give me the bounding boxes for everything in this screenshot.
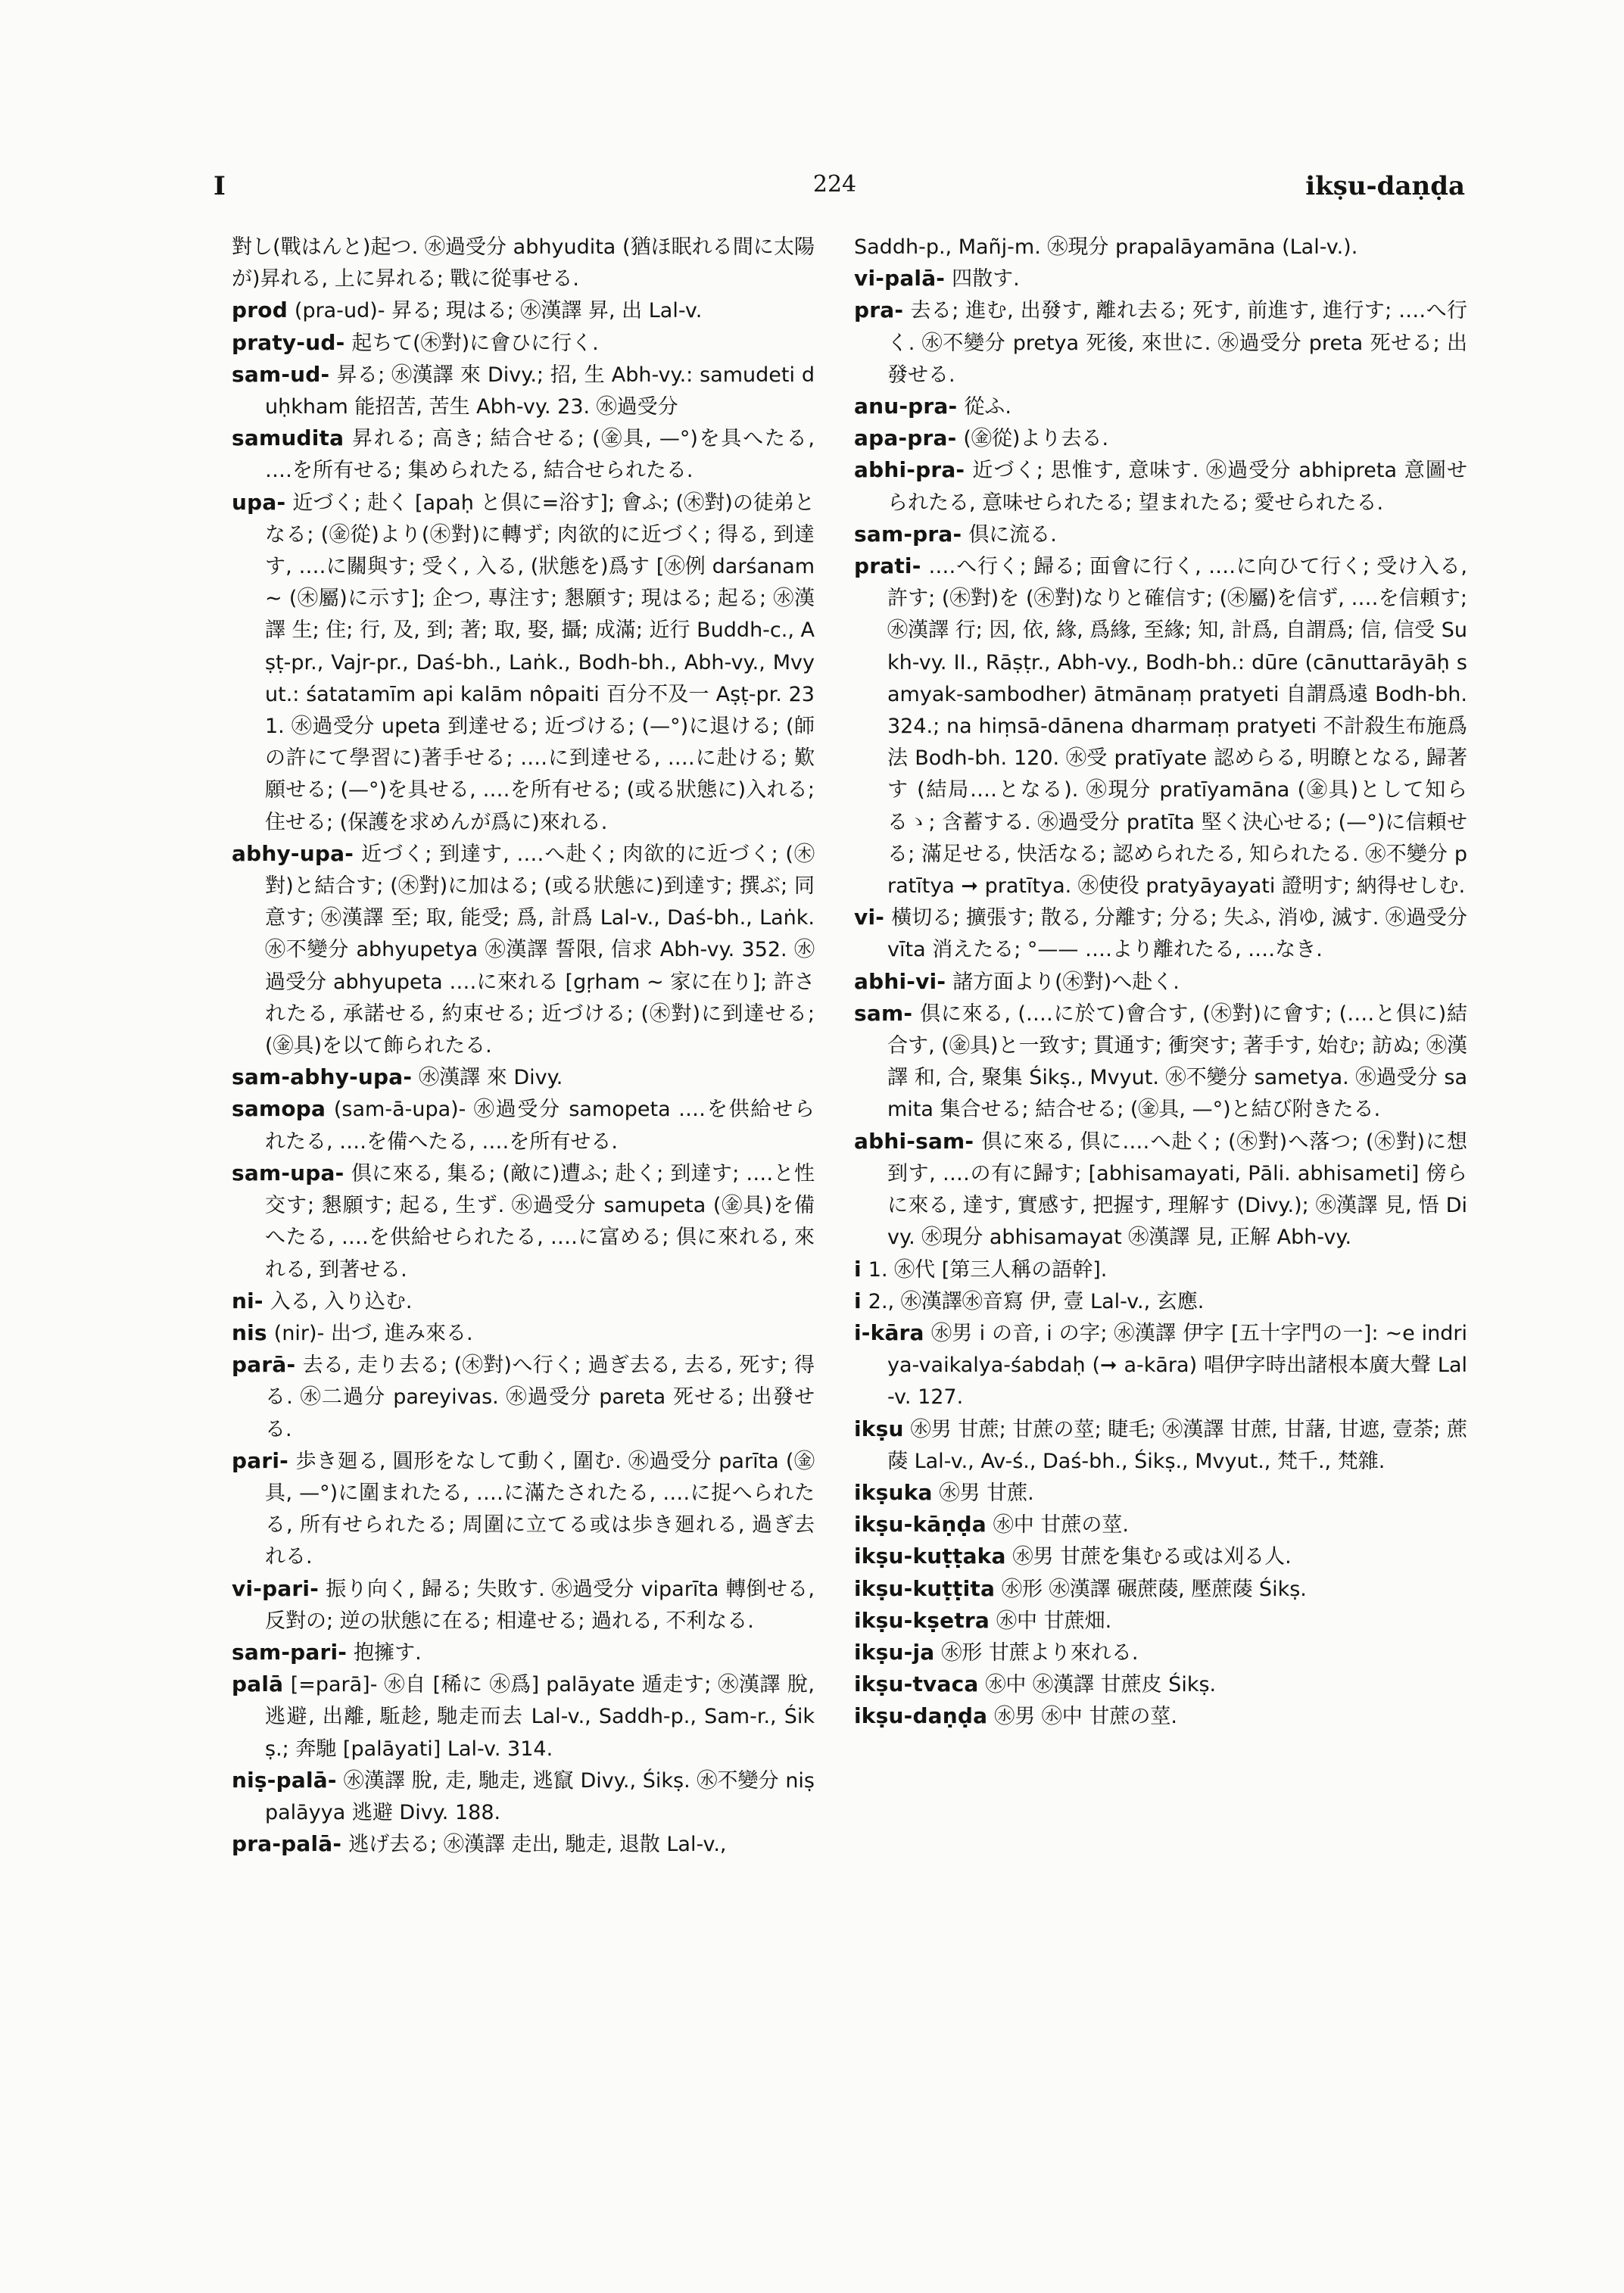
definition: 歩き廻る, 圓形をなして動く, 圍む. ㊌過受分 parīta (㊎具, —°)に圍まれたる, ‥‥に滿たされたる, ‥‥に捉へられたる, 所有せられたる; 周圍に立てる或は歩き廻れる, 過ぎ去れる.: [265, 1449, 815, 1569]
definition: 逃げ去る; ㊌漢譯 走出, 馳走, 退散 Lal-v.,: [348, 1833, 727, 1857]
definition: 近づく; 赴く [apaḥ と倶に=浴す]; 會ふ; (㊍對)の徒弟となる; (㊎從)より(㊍對)に轉ず; 肉欲的に近づく; 得る, 到達す, ‥‥に關與す; 受く, 入る, (狀態を)爲す [㊌例 darśanam ∼ (㊍屬)に示す]; 企つ, 專注す; 懇願す; 現はる; 起る; ㊌漢譯 生; 住; 行, 及, 到; 著; 取, 娶, 攝; 成滿; 近行 Buddh-c., Aṣṭ-pr., Vajr-pr., Daś-bh., Laṅk., Bodh-bh., Abh-vy., Mvyut.: śatatamīm api kalām nôpaiti 百分不及一 Aṣṭ-pr. 231. ㊌過受分 upeta 到達せる; 近づける; (—°)に退ける; (師の許にて學習に)著手せる; ‥‥に到達せる, ‥‥に赴ける; 歎願せる; (—°)を具せる, ‥‥を所有せる; (或る狀態に)入れる; 住せる; (保護を求めんが爲に)來れる.: [265, 491, 815, 834]
definition: (pra-ud)- 昇る; 現はる; ㊌漢譯 昇, 出 Lal-v.: [294, 299, 703, 323]
definition: Saddh-p., Mañj-m. ㊌現分 prapalāyamāna (Lal-v.).: [854, 235, 1358, 259]
dictionary-entry: [232, 1157, 815, 1285]
headword: ikṣu-ja: [854, 1639, 935, 1665]
headword: palā: [232, 1671, 284, 1697]
headword: ikṣu-kāṇḍa: [854, 1512, 987, 1537]
definition: ㊌中 甘蔗畑.: [996, 1609, 1112, 1633]
definition: 入る, 入り込む.: [270, 1289, 413, 1313]
definition: ‥‥へ行く; 歸る; 面會に行く, ‥‥に向ひて行く; 受け入る, 許す; (㊍對)を (㊍對)なりと確信す; (㊍屬)を信ず, ‥‥を信頼す; ㊌漢譯 行; 因, 依, 緣, 爲緣, 至緣; 知, 計爲, 自謂爲; 信, 信受 Sukh-vy. II., Rāṣṭr., Abh-vy., Bodh-bh.: dūre (cānuttarāyāḥ samyak-sambodher) ātmānaṃ pratyeti 自謂爲遠 Bodh-bh. 324.; na hiṃsā-dānena dharmaṃ pratyeti 不計殺生布施爲法 Bodh-bh. 120. ㊌受 pratīyate 認めらる, 明瞭となる, 歸著す (結局‥‥となる). ㊌現分 pratīyamāna (㊎具)として知らるゝ; 含蓄する. ㊌過受分 pratīta 堅く決心せる; (—°)に信頼せる; 滿足せる, 快活なる; 認められたる, 知られたる. ㊌不變分 pratītya ➞ pratītya. ㊌使役 pratyāyayati 證明す; 納得せしむ.: [887, 555, 1467, 899]
headword: ikṣu-kṣetra: [854, 1607, 990, 1633]
headword: i: [854, 1288, 862, 1313]
definition: ㊌男 甘蔗.: [939, 1481, 1034, 1505]
definition: 倶に來る, 倶に‥‥へ赴く; (㊍對)へ落つ; (㊍對)に想到す, ‥‥の有に歸す; [abhisamayati, Pāli. abhisameti] 傍らに來る, 達す, 實感す, 把握す, 理解す (Divy.); ㊌漢譯 見, 悟 Divy. ㊌現分 abhisamayat ㊌漢譯 見, 正解 Abh-vy.: [887, 1129, 1467, 1250]
dictionary-entry: [232, 1765, 815, 1828]
definition: ㊌中 甘蔗の莖.: [993, 1513, 1129, 1537]
definition: 倶に流る.: [968, 522, 1057, 547]
definition: 倶に來る, (‥‥に於て)會合す, (㊍對)に會す; (‥‥と倶に)結合す, (㊎具)と一致す; 貫通す; 衝突す; 著手す, 始む; 訪ぬ; ㊌漢譯 和, 合, 聚集 Śikṣ., Mvyut. ㊌不變分 sametya. ㊌過受分 samita 集合せる; 結合せる; (㊎具, —°)と結び附きたる.: [887, 1002, 1467, 1122]
headword: apa-pra-: [854, 425, 957, 451]
headword: ikṣu-daṇḍa: [854, 1703, 988, 1729]
headword: ikṣu-kuṭṭita: [854, 1575, 996, 1601]
dictionary-entry: [232, 327, 815, 359]
dictionary-entry: [232, 838, 815, 1061]
definition: ㊌男 甘蔗; 甘蔗の莖; 睫毛; ㊌漢譯 甘蔗, 甘藷, 甘遮, 壹荼; 蔗䔖 Lal-v., Av-ś., Daś-bh., Śikṣ., Mvyut., 梵千., 梵雜.: [887, 1417, 1467, 1473]
headword: pra-palā-: [232, 1831, 342, 1857]
dictionary-entry: [854, 966, 1467, 998]
definition: 1. ㊌代 [第三人稱の語幹].: [868, 1257, 1108, 1282]
dictionary-entry: [854, 391, 1467, 422]
dictionary-entry: [232, 1061, 815, 1093]
dictionary-entry: [854, 1573, 1467, 1605]
definition: ㊌男 i の音, i の字; ㊌漢譯 伊字 [五十字門の一]: ∼e indriya-vaikalya-śabdaḥ (➞ a-kāra) 唱伊字時出諸根本廣大聲 Lal-v. 127.: [887, 1321, 1467, 1410]
headword: vi-: [854, 905, 885, 930]
dictionary-entry: [854, 1605, 1467, 1637]
definition: 對し(戰はんと)起つ. ㊌過受分 abhyudita (猶ほ眠れる間に太陽が)昇れる, 上に昇れる; 戰に從事せる.: [232, 235, 815, 291]
definition: 倶に來る, 集る; (敵に)遭ふ; 赴く; 到達す; ‥‥と性交す; 懇願す; 起る, 生ず. ㊌過受分 samupeta (㊎具)を備へたる, ‥‥を供給せられたる, ‥‥に富める; 倶に來れる, 來れる, 到著せる.: [265, 1161, 815, 1282]
definition: 近づく; 到達す, ‥‥へ赴く; 肉欲的に近づく; (㊍對)と結合す; (㊍對)に加はる; (或る狀態に)到達す; 撰ぶ; 同意す; ㊌漢譯 至; 取, 能受; 爲, 計爲 Lal-v., Daś-bh., Laṅk. ㊌不變分 abhyupetya ㊌漢譯 誓限, 信求 Abh-vy. 352. ㊌過受分 abhyupeta ‥‥に來れる [gṛham ∼ 家に在り]; 許されたる, 承諾せる, 約束せる; 近づける; (㊍對)に到達せる; (㊎具)を以て飾られたる.: [265, 842, 815, 1058]
headword: i: [854, 1256, 862, 1282]
headword: ikṣu-kuṭṭaka: [854, 1544, 1006, 1569]
headword: anu-pra-: [854, 394, 958, 419]
definition: 抱擁す.: [354, 1640, 422, 1665]
definition: ㊌男 ㊌中 甘蔗の莖.: [994, 1705, 1177, 1729]
section-letter: I: [214, 171, 226, 201]
headword: vi-pari-: [232, 1575, 320, 1601]
dictionary-entry: [854, 1509, 1467, 1541]
dictionary-entry: [854, 1254, 1467, 1285]
dictionary-entry: [854, 1637, 1467, 1668]
definition: 橫切る; 擴張す; 散る, 分離す; 分る; 失ふ, 消ゆ, 滅す. ㊌過受分 vīta 消えたる; °—— ‥‥より離れたる, ‥‥なき.: [887, 906, 1467, 962]
headword: nis: [232, 1319, 267, 1345]
headword: upa-: [232, 489, 286, 515]
dictionary-entry: [232, 1285, 815, 1317]
dictionary-entry: [854, 550, 1467, 902]
dictionary-entry: [232, 1093, 815, 1157]
dictionary-entry: [854, 1413, 1467, 1477]
dictionary-entry: [232, 1317, 815, 1349]
dictionary-entry: [232, 422, 815, 486]
headword: ikṣu-tvaca: [854, 1671, 979, 1697]
definition: 昇れる; 高き; 結合せる; (㊎具, —°)を具へたる, ‥‥を所有せる; 集められたる, 結合せられたる.: [265, 427, 815, 483]
definition: 振り向く, 歸る; 失敗す. ㊌過受分 viparīta 轉倒せる, 反對の; 逆の狀態に在る; 相違せる; 過れる, 不利なる.: [265, 1577, 815, 1633]
definition: 2., ㊌漢譯㊌音寫 伊, 壹 Lal-v., 玄應.: [868, 1289, 1205, 1313]
dictionary-entry: [854, 294, 1467, 391]
definition: 去る; 進む, 出發す, 離れ去る; 死す, 前進す, 進行す; ‥‥へ行く. ㊌不變分 pretya 死後, 來世に. ㊌過受分 preta 死せる; 出發せる.: [887, 299, 1467, 387]
headword: sam-abhy-upa-: [232, 1064, 413, 1090]
definition: 近づく; 思惟す, 意味す. ㊌過受分 abhipreta 意圖せられたる, 意味せられたる; 望まれたる; 愛せられたる.: [887, 459, 1467, 515]
definition: 四散す.: [952, 267, 1020, 291]
headword: ni-: [232, 1288, 263, 1313]
headword: vi-palā-: [854, 266, 946, 291]
dictionary-entry: [854, 902, 1467, 965]
definition: 諸方面より(㊍對)へ赴く.: [952, 970, 1180, 994]
dictionary-entry: [232, 231, 815, 294]
headword: sam-pari-: [232, 1639, 348, 1665]
definition: 去る, 走り去る; (㊍對)へ行く; 過ぎ去る, 去る, 死す; 得る. ㊌二過分 pareyivas. ㊌過受分 pareta 死せる; 出發せる.: [265, 1354, 815, 1441]
headword: samudita: [232, 425, 344, 451]
page-number: 224: [812, 171, 857, 198]
dictionary-entry: [232, 1668, 815, 1765]
dictionary-entry: [854, 1126, 1467, 1254]
dictionary-entry: [854, 1700, 1467, 1732]
page-header: [204, 168, 1465, 210]
dictionary-entry: [854, 231, 1467, 263]
definition: (nir)- 出づ, 進み來る.: [273, 1321, 473, 1345]
headword: samopa: [232, 1096, 326, 1122]
definition: (㊎從)より去る.: [963, 427, 1109, 451]
dictionary-entry: [232, 1637, 815, 1668]
headword: sam-upa-: [232, 1160, 344, 1185]
left-column: [232, 231, 815, 2229]
definition: ㊌形 ㊌漢譯 碾蔗䔖, 壓蔗䔖 Śikṣ.: [1002, 1577, 1307, 1601]
dictionary-entry: [232, 294, 815, 326]
headword: abhy-upa-: [232, 840, 354, 866]
definition: ㊌漢譯 來 Divy.: [419, 1066, 563, 1090]
headword: prati-: [854, 553, 921, 579]
dictionary-entry: [232, 1445, 815, 1573]
guide-word: ikṣu-daṇḍa: [1305, 171, 1465, 201]
headword: pra-: [854, 298, 904, 323]
dictionary-entry: [854, 1541, 1467, 1572]
definition: [=parā]- ㊌自 [稀に ㊌爲] palāyate 遁走す; ㊌漢譯 脫, 逃避, 出離, 駈趁, 馳走而去 Lal-v., Saddh-p., Sam-r., Śikṣ.; 奔馳 [palāyati] Lal-v. 314.: [265, 1673, 815, 1761]
definition: ㊌漢譯 脫, 走, 馳走, 逃竄 Divy., Śikṣ. ㊌不變分 niṣpalāyya 逃避 Divy. 188.: [265, 1768, 815, 1824]
definition: 昇る; ㊌漢譯 來 Divy.; 招, 生 Abh-vy.: samudeti duḥkham 能招苦, 苦生 Abh-vy. 23. ㊌過受分: [265, 363, 815, 419]
dictionary-entry: [854, 519, 1467, 550]
definition: ㊌男 甘蔗を集むる或は刈る人.: [1012, 1545, 1292, 1569]
headword: sam-pra-: [854, 521, 962, 547]
dictionary-entry: [854, 1317, 1467, 1413]
definition: ㊌中 ㊌漢譯 甘蔗皮 Śikṣ.: [985, 1673, 1217, 1697]
definition: 從ふ.: [964, 395, 1011, 419]
headword: ikṣu: [854, 1416, 904, 1441]
headword: sam-ud-: [232, 361, 330, 387]
headword: prod: [232, 298, 288, 323]
dictionary-entry: [854, 1668, 1467, 1700]
headword: pari-: [232, 1447, 288, 1473]
dictionary-entry: [854, 263, 1467, 294]
headword: abhi-vi-: [854, 968, 946, 994]
right-column: [854, 231, 1467, 2229]
dictionary-entry: [854, 998, 1467, 1126]
headword: praty-ud-: [232, 329, 345, 355]
definition: (sam-ā-upa)- ㊌過受分 samopeta ‥‥を供給せられたる, ‥‥を備へたる, ‥‥を所有せる.: [265, 1098, 815, 1154]
headword: sam-: [854, 1000, 913, 1026]
headword: ikṣuka: [854, 1479, 933, 1505]
dictionary-entry: [232, 1349, 815, 1445]
dictionary-entry: [232, 487, 815, 838]
headword: abhi-sam-: [854, 1128, 974, 1154]
headword: parā-: [232, 1352, 296, 1378]
dictionary-entry: [854, 1285, 1467, 1317]
headword: niṣ-palā-: [232, 1767, 337, 1793]
dictionary-entry: [854, 1477, 1467, 1509]
dictionary-entry: [232, 359, 815, 422]
headword: i-kāra: [854, 1319, 924, 1345]
dictionary-entry: [854, 454, 1467, 518]
dictionary-entry: [232, 1828, 815, 1860]
dictionary-entry: [854, 422, 1467, 454]
headword: abhi-pra-: [854, 457, 965, 483]
definition: ㊌形 甘蔗より來れる.: [941, 1640, 1139, 1665]
definition: 起ちて(㊍對)に會ひに行く.: [351, 331, 599, 355]
dictionary-entry: [232, 1573, 815, 1637]
